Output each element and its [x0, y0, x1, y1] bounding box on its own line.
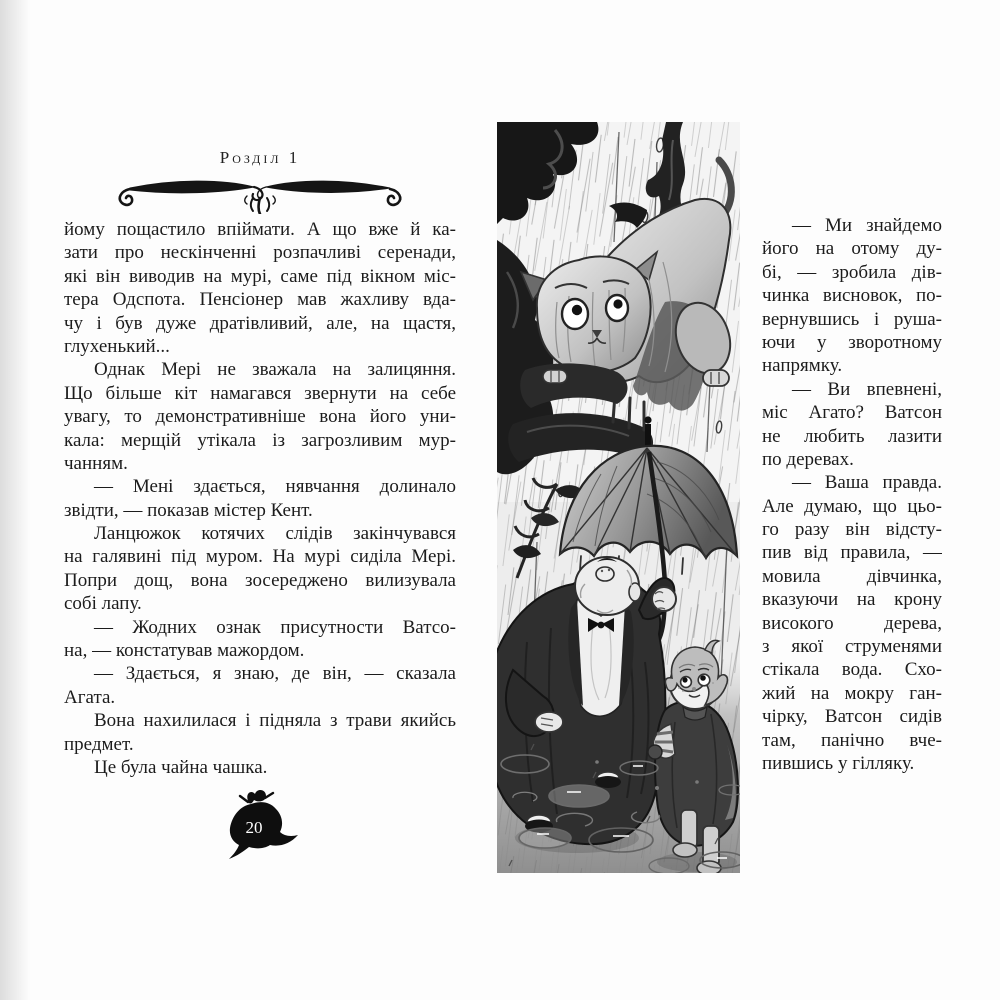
text-line: глухенький...: [64, 335, 170, 357]
text-line: чірку, Ватсон сидів: [762, 706, 942, 728]
text-line: з якої струменями: [762, 636, 942, 658]
text-line: — Жодних ознак присутности Ватсо-: [94, 616, 456, 638]
butler-hip-hand: [535, 712, 563, 732]
paragraph: [64, 522, 456, 616]
butler-head: [575, 557, 639, 615]
text-line: кала: мерщій утікала із загрозливим мур-: [64, 429, 456, 451]
paragraph: [762, 378, 942, 472]
text-line: вказуючи на крону: [762, 589, 942, 611]
text-line: пившись у гілляку.: [762, 752, 915, 774]
text-line: Це була чайна чашка.: [94, 756, 268, 778]
text-line: тера Одспота. Пенсіонер мав жахливу вда-: [64, 289, 456, 311]
paragraph: [64, 475, 456, 522]
text-line: ючи у зворотному: [762, 331, 942, 353]
text-line: на, — констатував мажордом.: [64, 640, 305, 662]
paragraph: [762, 214, 942, 378]
chapter-flourish: [114, 172, 406, 214]
text-line: стікала вода. Схо-: [762, 659, 942, 681]
butler-shoe-right: [595, 776, 621, 788]
girl-hand: [648, 745, 662, 759]
butler-fist: [652, 587, 676, 611]
text-line: по деревах.: [762, 448, 854, 470]
text-line: жий на мокру ган-: [762, 682, 942, 704]
text-line: Але думаю, що цьо-: [762, 495, 942, 517]
text-line: — Ми знайдемо: [792, 215, 942, 236]
page-number: 20: [245, 818, 263, 837]
left-text-column: [64, 218, 456, 779]
text-line: Агата.: [64, 686, 116, 708]
text-line: — Здається, я знаю, де він, — сказала: [94, 663, 456, 685]
butler-nose: [596, 567, 614, 581]
text-line: Ланцюжок котячих слідів закінчувався: [94, 523, 456, 545]
paragraph: [64, 616, 456, 663]
girl-nose: [692, 687, 696, 691]
cat-front-paw-toes: [543, 370, 567, 383]
text-line: мовила дівчинка,: [762, 565, 942, 587]
text-line: Попри дощ, вона зосереджено вилизувала: [64, 569, 456, 591]
text-line: — Мені здається, нявчання долинало: [94, 476, 456, 498]
paragraph: [64, 218, 456, 358]
text-line: йому пощастило впіймати. А що вже й ка-: [64, 219, 456, 240]
text-line: пив від правила, —: [762, 542, 942, 564]
text-line: високого дерева,: [762, 612, 942, 634]
text-line: його на отому ду-: [762, 238, 942, 260]
text-line: які він виводив на мурі, саме під вікном міс-: [64, 265, 456, 287]
text-line: бі, — зробила дів-: [762, 261, 942, 283]
paragraph: [64, 709, 456, 756]
chapter-title: Розділ 1: [219, 148, 301, 167]
page-number-hat-icon: [221, 788, 301, 862]
text-line: вернувшись і руша-: [762, 308, 942, 330]
paragraph: [762, 471, 942, 775]
cat-hind-paw: [703, 370, 729, 386]
text-line: на галявині під муром. На мурі сиділа Мері.: [64, 546, 456, 568]
paragraph: [64, 756, 456, 779]
chapter-header: [64, 148, 456, 214]
text-line: там, панічно вче-: [762, 729, 942, 751]
text-line: не любить лазити: [762, 425, 942, 447]
text-line: — Ви впевнені,: [792, 378, 942, 400]
text-line: Однак Мері не зважала на залицяння.: [94, 359, 456, 381]
right-text-column: [762, 214, 942, 775]
illustration: [497, 122, 740, 873]
text-line: напрямку.: [762, 355, 843, 377]
paragraph: [64, 358, 456, 475]
page-gutter-shadow: [0, 0, 30, 1000]
text-line: зати про нескінченні розпачливі серенади,: [64, 242, 456, 264]
text-line: предмет.: [64, 733, 134, 755]
text-line: чу і був дуже дратівливий, але, на щастя,: [64, 312, 456, 334]
text-line: го разу він відсту-: [762, 519, 942, 541]
text-line: — Ваша правда.: [792, 472, 942, 494]
text-line: звідти, — показав містер Кент.: [64, 499, 313, 521]
text-line: міс Агато? Ватсон: [762, 402, 942, 424]
text-line: Вона нахилилася і підняла з трави якийсь: [94, 710, 456, 732]
text-line: чинка висновок, по-: [762, 285, 942, 307]
text-line: собі лапу.: [64, 593, 142, 615]
text-line: чанням.: [64, 452, 128, 474]
girl-boot-right: [703, 826, 719, 866]
text-line: Що більше кіт намагався звернути на себе: [64, 382, 456, 404]
text-line: увагу, то демонстративніше вона його уни-: [64, 406, 456, 428]
paragraph: [64, 662, 456, 709]
umbrella-ferrule: [645, 424, 651, 446]
